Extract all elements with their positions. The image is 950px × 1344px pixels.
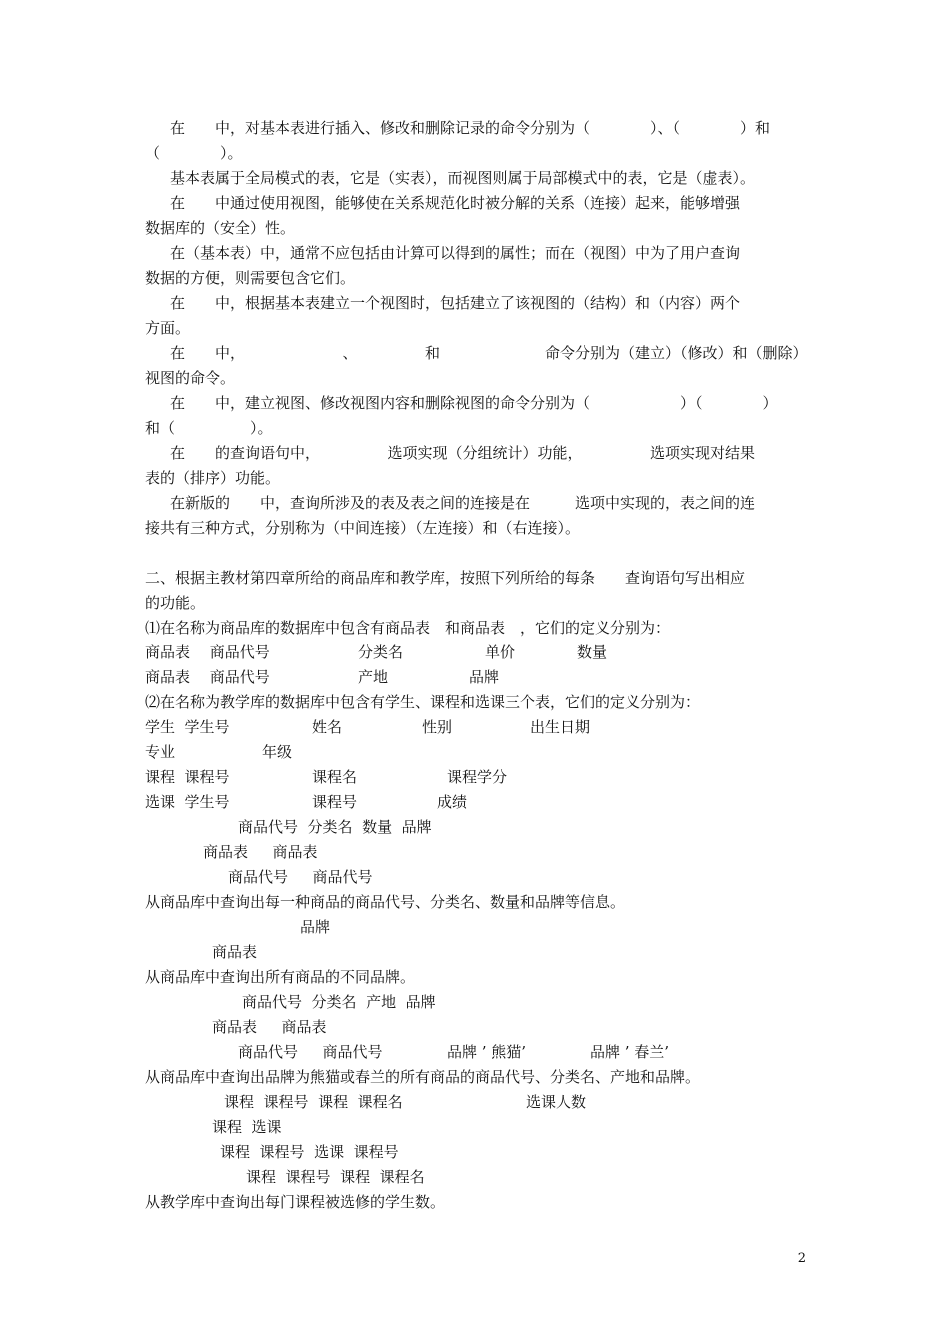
answer-line: 从商品库中查询出所有商品的不同品牌。 — [145, 968, 416, 986]
table-def-cell: 分类名 — [358, 643, 404, 661]
table-def-cell: 商品表 商品代号 — [145, 643, 270, 661]
text-line: 方面。 — [145, 319, 191, 337]
section-heading: 二、根据主教材第四章所给的商品库和教学库，按照下列所给的每条 查询语句写出相应 — [145, 569, 746, 587]
table-def-cell: 学生 学生号 — [145, 718, 230, 736]
text-line: 在 中，根据基本表建立一个视图时，包括建立了该视图的（结构）和（内容）两个 — [170, 294, 741, 312]
query-line: 商品代号 商品代号 — [228, 868, 373, 886]
answer-line: 从商品库中查询出每一种商品的商品代号、分类名、数量和品牌等信息。 — [145, 893, 626, 911]
query-line: 品牌 — [300, 918, 331, 936]
table-def-cell: 课程名 — [312, 768, 358, 786]
query-line: 商品代号 分类名 产地 品牌 — [242, 993, 436, 1011]
text-line: 在 中通过使用视图，能够使在关系规范化时被分解的关系（连接）起来，能够增强 — [170, 194, 741, 212]
text-line: 表的（排序）功能。 — [145, 469, 281, 487]
query-line: 课程 课程号 选课 课程号 — [220, 1143, 399, 1161]
text-line: （ ）。 — [145, 144, 243, 162]
table-def-cell: 课程学分 — [447, 768, 508, 786]
text-line: 数据库的（安全）性。 — [145, 219, 296, 237]
text-line: 和（ ）。 — [145, 419, 273, 437]
table-def-cell: 商品表 商品代号 — [145, 668, 270, 686]
table-def-cell: 数量 — [577, 643, 608, 661]
answer-line: 从商品库中查询出品牌为熊猫或春兰的所有商品的商品代号、分类名、产地和品牌。 — [145, 1068, 701, 1086]
table-def-cell: 年级 — [262, 743, 293, 761]
table-def-cell: 品牌 — [469, 668, 500, 686]
table-def-cell: 姓名 — [312, 718, 343, 736]
text-line: 接共有三种方式，分别称为（中间连接）（左连接）和（右连接）。 — [145, 519, 581, 537]
text-line: 数据的方便，则需要包含它们。 — [145, 269, 356, 287]
table-def-cell: 单价 — [485, 643, 516, 661]
query-line: 品牌 ’ 春兰’ — [590, 1043, 670, 1061]
table-def-cell: 课程 课程号 — [145, 768, 230, 786]
text-line: 基本表属于全局模式的表，它是（实表），而视图则属于局部模式中的表，它是（虚表）。 — [170, 169, 756, 187]
query-line: 课程 选课 — [212, 1118, 282, 1136]
query-line: 课程 课程号 课程 课程名 — [224, 1093, 403, 1111]
query-line: 品牌 ’ 熊猫’ — [447, 1043, 527, 1061]
page-number: 2 — [797, 1251, 806, 1266]
query-line: 选课人数 — [526, 1093, 587, 1111]
query-line: 商品表 商品表 — [212, 1018, 327, 1036]
table-def-cell: 选课 学生号 — [145, 793, 230, 811]
table-def-cell: 专业 — [145, 743, 176, 761]
table-def-cell: 课程号 — [312, 793, 358, 811]
table-def-cell: 出生日期 — [530, 718, 591, 736]
query-line: 课程 课程号 课程 课程名 — [246, 1168, 425, 1186]
text-line: 在 的查询语句中， 选项实现（分组统计）功能， 选项实现对结果 — [170, 444, 756, 462]
text-line: 视图的命令。 — [145, 369, 236, 387]
table-def-cell: 性别 — [422, 718, 453, 736]
table-def-cell: 成绩 — [437, 793, 468, 811]
query-line: 商品代号 商品代号 — [238, 1043, 383, 1061]
table-def-cell: 产地 — [358, 668, 389, 686]
text-line: 的功能。 — [145, 594, 206, 612]
query-line: 商品表 — [212, 943, 258, 961]
text-line: 在（基本表）中，通常不应包括由计算可以得到的属性；而在（视图）中为了用户查询 — [170, 244, 741, 262]
text-line: 在 中， 、 和 命令分别为（建立）（修改）和（删除） — [170, 344, 808, 362]
answer-line: 从教学库中查询出每门课程被选修的学生数。 — [145, 1193, 446, 1211]
text-line: 在 中，对基本表进行插入、修改和删除记录的命令分别为（ ）、（ ）和 — [170, 119, 771, 137]
text-line: 在新版的 中，查询所涉及的表及表之间的连接是在 选项中实现的，表之间的连 — [170, 494, 756, 512]
text-line: ⑴在名称为商品库的数据库中包含有商品表 和商品表 ，它们的定义分别为： — [145, 619, 671, 637]
query-line: 商品代号 分类名 数量 品牌 — [238, 818, 432, 836]
text-line: ⑵在名称为教学库的数据库中包含有学生、课程和选课三个表，它们的定义分别为： — [145, 693, 701, 711]
query-line: 商品表 商品表 — [203, 843, 318, 861]
text-line: 在 中，建立视图、修改视图内容和删除视图的命令分别为（ ）（ ） — [170, 394, 778, 412]
